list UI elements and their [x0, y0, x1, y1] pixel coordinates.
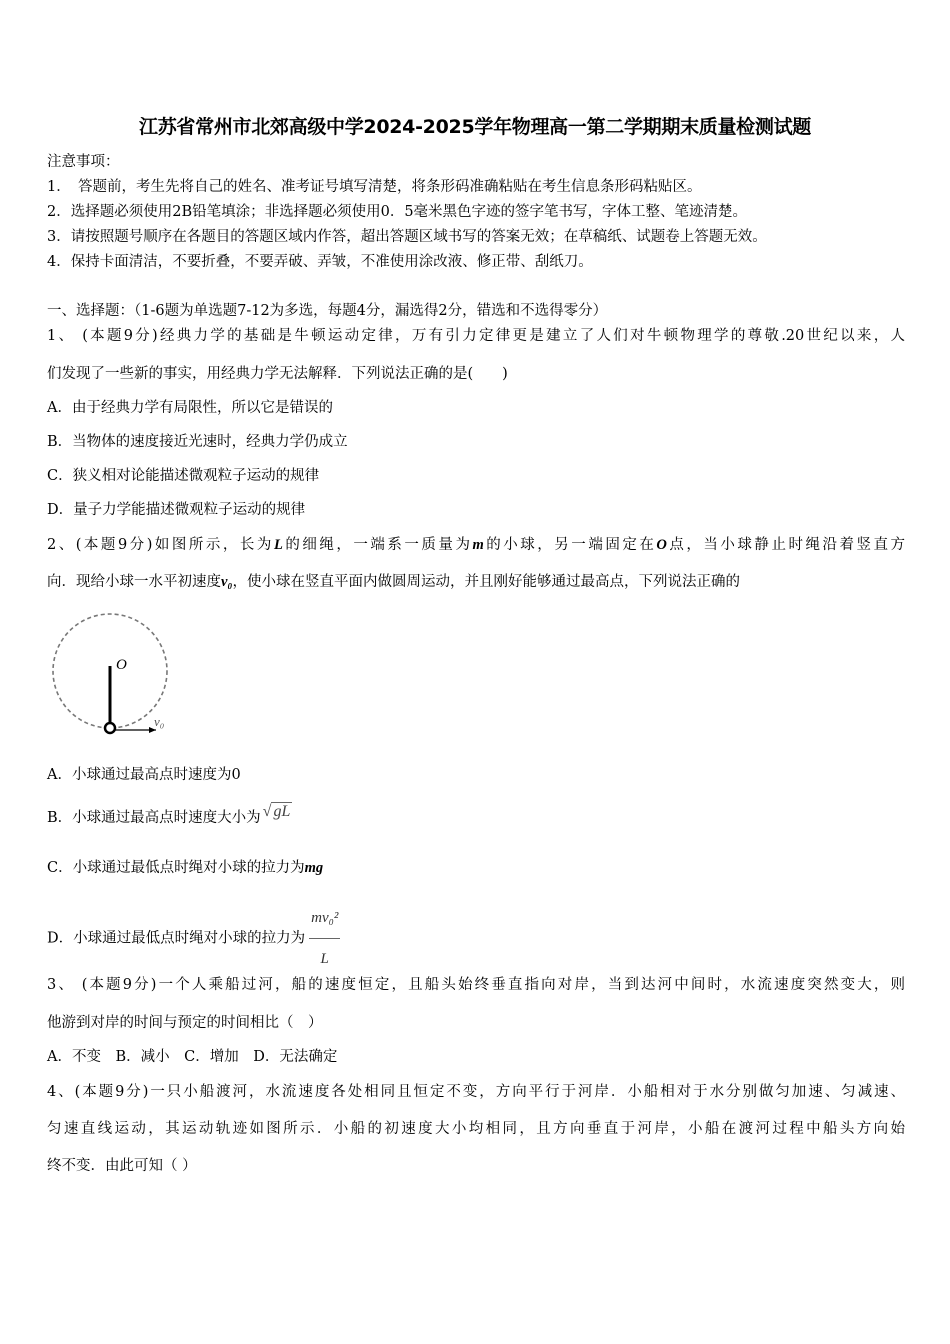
- q1-option-d: D．量子力学能描述微观粒子运动的规律: [47, 502, 306, 518]
- q3-stem-line1: 3、 (本题9分)一个人乘船过河，船的速度恒定，且船头始终垂直指向对岸，当到达河中间时，水流速度突然变大，则: [47, 977, 905, 993]
- q2-stem-part: 向．现给小球一水平初速度: [47, 574, 221, 590]
- q2-option-c-value: mg: [304, 860, 324, 876]
- sqrt-gL: √ gL: [262, 803, 291, 820]
- page-title: 江苏省常州市北郊高级中学2024-2025学年物理高一第二学期期末质量检测试题: [139, 116, 811, 138]
- q2-stem-line2: [47, 572, 740, 592]
- q2-option-a: A．小球通过最高点时速度为0: [47, 767, 241, 783]
- q4-stem-line2: 匀速直线运动，其运动轨迹如图所示．小船的初速度大小均相同，且方向垂直于河岸，小船在渡河过程中船头方向始: [47, 1121, 905, 1137]
- q2-option-d: [47, 898, 340, 979]
- sqrt-radicand: gL: [273, 803, 291, 820]
- q2-stem-part: 点，当小球静止时绳沿着竖直方: [666, 537, 906, 553]
- q2-option-c: [47, 858, 323, 878]
- q2-stem-line1: [47, 535, 905, 555]
- q1-option-b: B．当物体的速度接近光速时，经典力学仍成立: [47, 434, 348, 450]
- q2-stem-part: ，使小球在竖直平面内做圆周运动，并且刚好能够通过最高点，下列说法正确的: [232, 574, 740, 590]
- q2-option-b-text: B．小球通过最高点时速度大小为: [47, 810, 261, 826]
- q4-stem-line3: 终不变．由此可知（ ）: [47, 1158, 197, 1174]
- notice-item-1: 1． 答题前，考生先将自己的姓名、准考证号填写清楚，将条形码准确粘贴在考生信息条形码粘贴区。: [47, 179, 702, 195]
- q2-symbol-O: O: [656, 537, 667, 553]
- fraction-numerator: mv₀²: [309, 898, 340, 939]
- q2-stem-part: 的细绳，一端系一质量为: [282, 537, 473, 553]
- q4-stem-line1: 4、(本题9分)一只小船渡河，水流速度各处相同且恒定不变，方向平行于河岸．小船相对于水分别做匀加速、匀减速、: [47, 1084, 905, 1100]
- section-heading-choice: 一、选择题：（1-6题为单选题7-12为多选，每题4分，漏选得2分，错选和不选得零分）: [47, 303, 608, 319]
- q2-option-c-text: C．小球通过最低点时绳对小球的拉力为: [47, 860, 305, 876]
- q2-stem-part: 2、(本题9分)如图所示，长为: [47, 537, 274, 553]
- center-label-O: O: [116, 657, 127, 673]
- notice-heading: 注意事项：: [47, 154, 120, 170]
- q3-stem-line2: 他游到对岸的时间与预定的时间相比（ ）: [47, 1015, 323, 1031]
- notice-item-4: 4．保持卡面清洁，不要折叠，不要弄破、弄皱，不准使用涂改液、修正带、刮纸刀。: [47, 254, 593, 270]
- q2-symbol-L: L: [273, 537, 283, 553]
- fraction-denominator: L: [320, 951, 329, 967]
- q2-option-d-text: D．小球通过最低点时绳对小球的拉力为: [47, 930, 306, 947]
- q1-stem-line2: 们发现了一些新的事实，用经典力学无法解释．下列说法正确的是( ): [47, 366, 508, 382]
- fraction-mv0sq-over-L: [309, 898, 340, 979]
- velocity-label-v0: v₀: [154, 714, 165, 729]
- q2-symbol-v0: v₀: [221, 574, 233, 590]
- circular-motion-figure: [44, 606, 184, 741]
- q1-option-c: C．狭义相对论能描述微观粒子运动的规律: [47, 468, 320, 484]
- q1-stem-line1: 1、 (本题9分)经典力学的基础是牛顿运动定律，万有引力定律更是建立了人们对牛顿物理学的尊敬.20世纪以来，人: [47, 328, 905, 344]
- q3-options: A．不变 B．减小 C．增加 D．无法确定: [47, 1049, 338, 1065]
- q1-option-a: A．由于经典力学有局限性，所以它是错误的: [47, 400, 333, 416]
- ball: [105, 723, 115, 733]
- notice-item-3: 3．请按照题号顺序在各题目的答题区域内作答，超出答题区域书写的答案无效；在草稿纸、试题卷上答题无效。: [47, 229, 767, 245]
- q2-symbol-m: m: [472, 537, 484, 553]
- q2-option-b: [47, 803, 292, 828]
- notice-item-2: 2．选择题必须使用2B铅笔填涂；非选择题必须使用0．5毫米黑色字迹的签字笔书写，字体工整、笔迹清楚。: [47, 204, 748, 220]
- q2-stem-part: 的小球，另一端固定在: [483, 537, 657, 553]
